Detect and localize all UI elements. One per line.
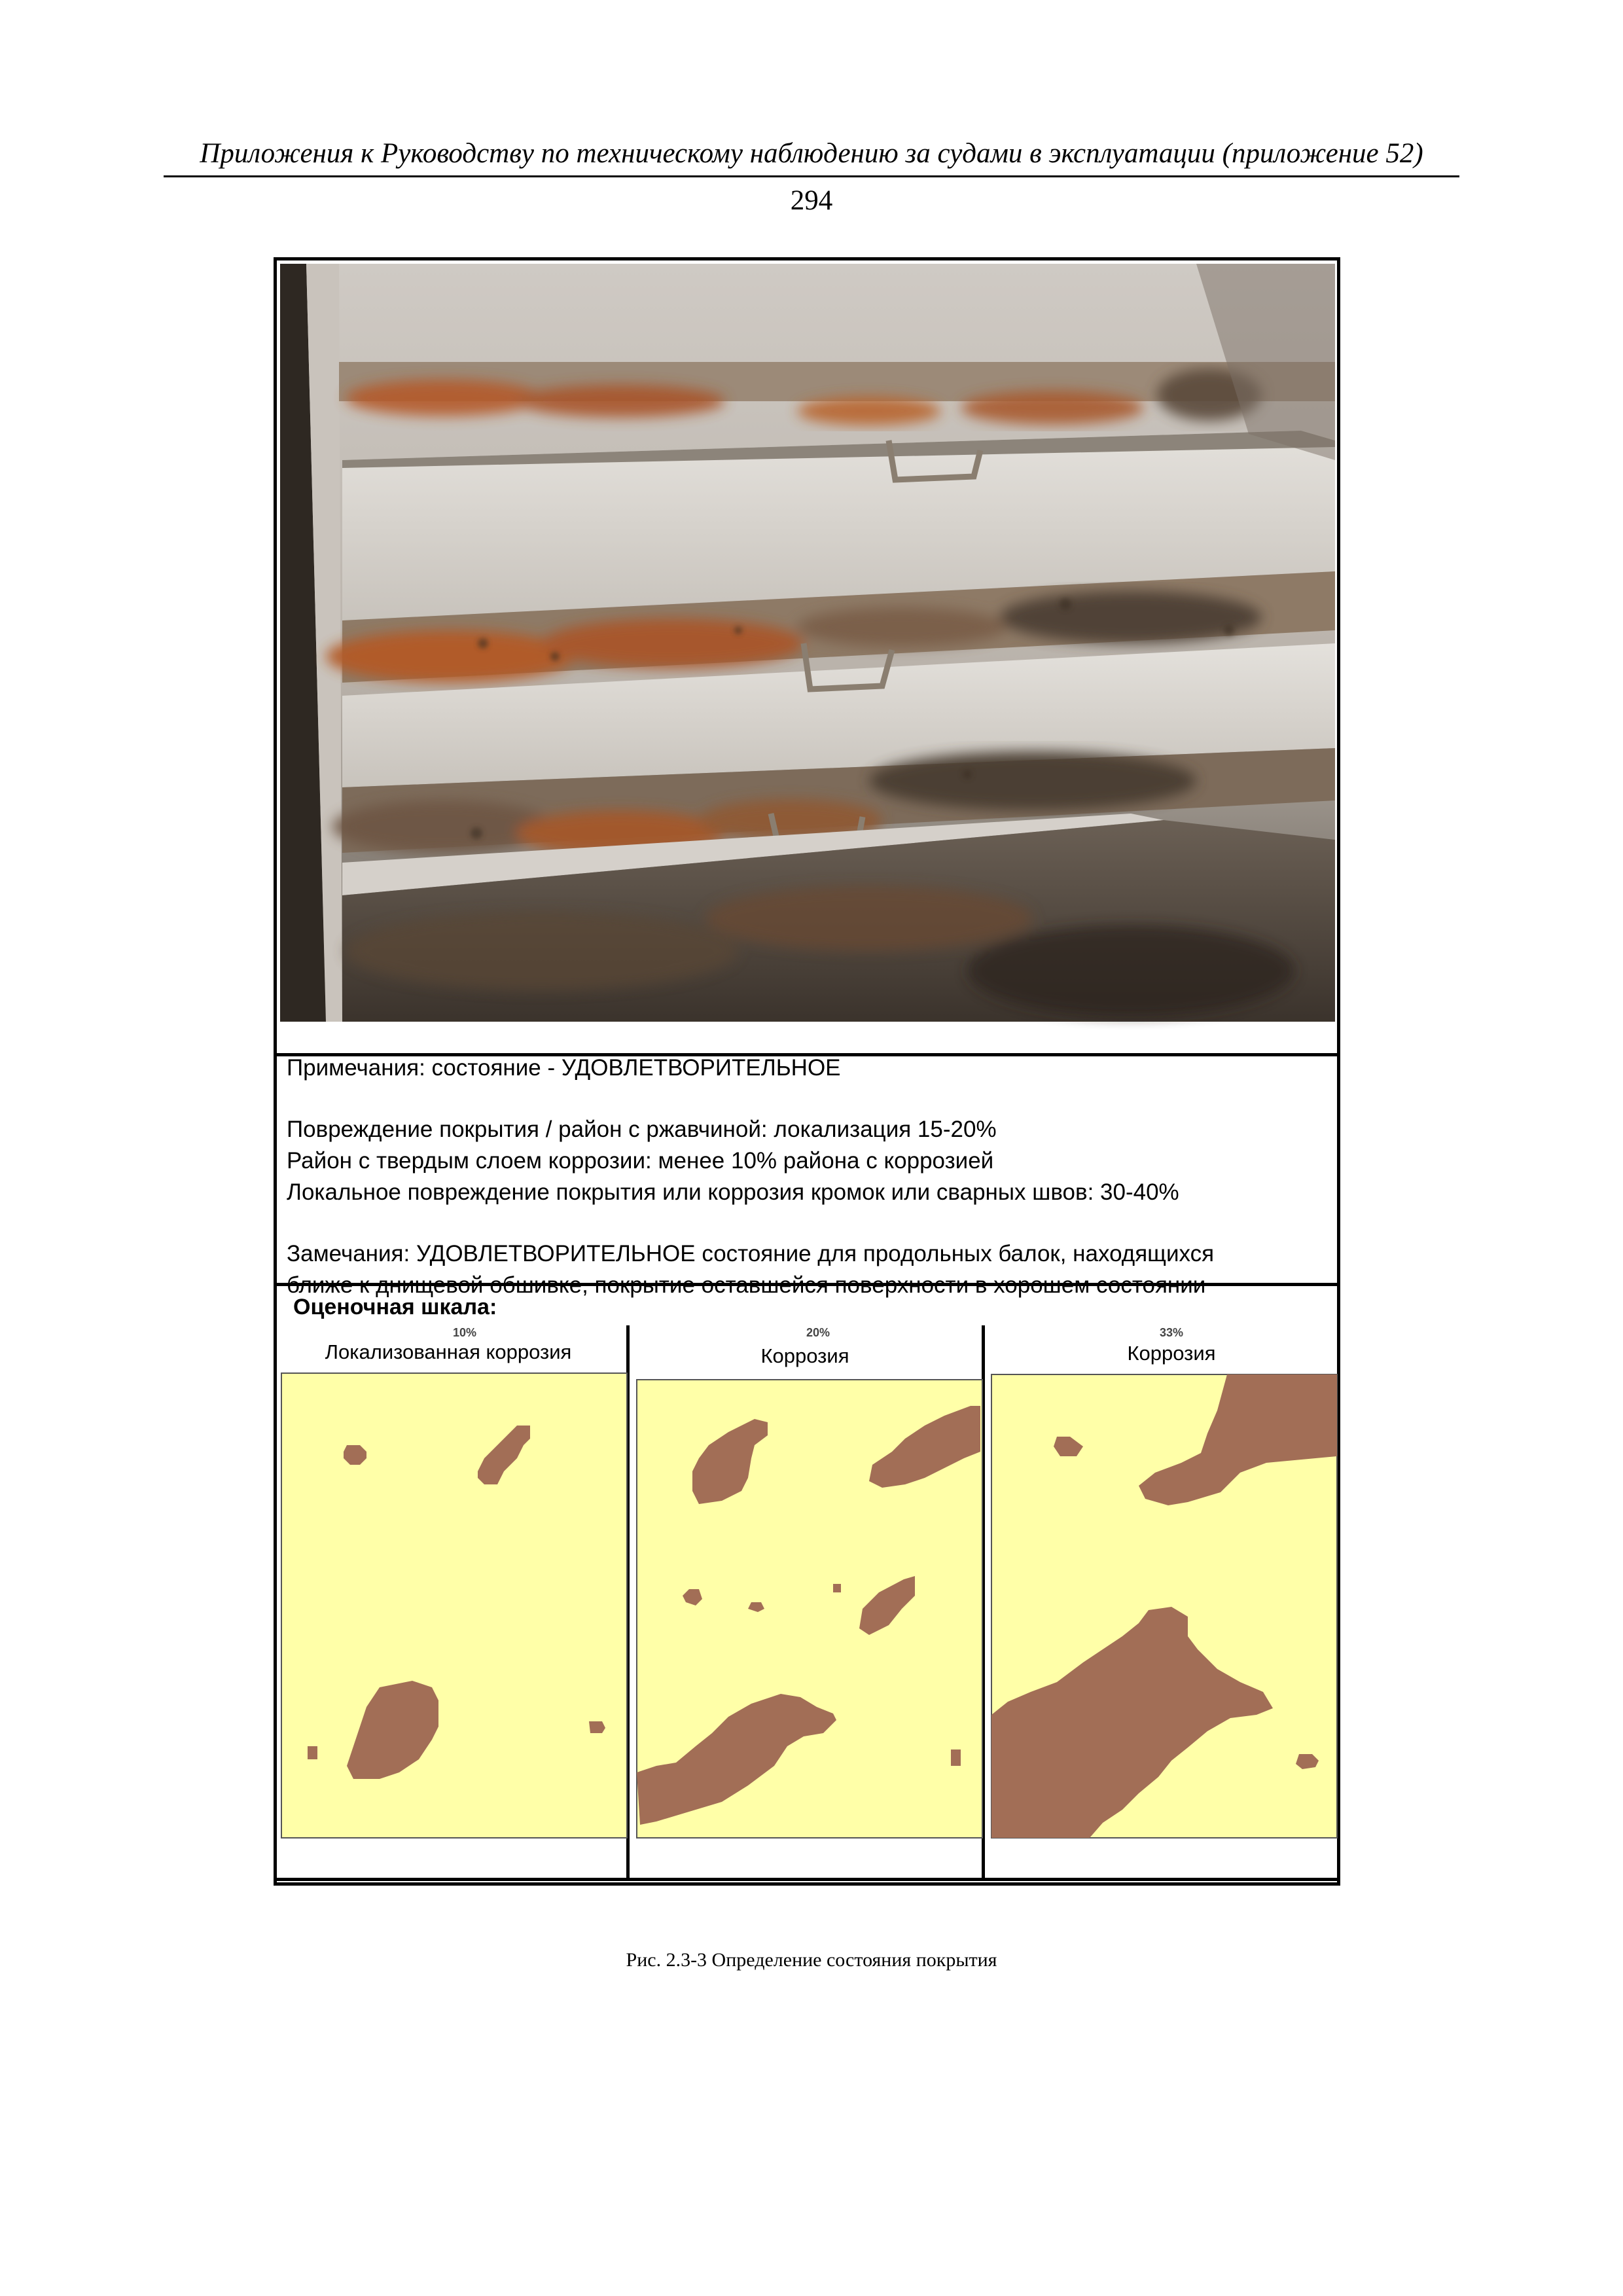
scale-title: Оценочная шкала: [293,1295,497,1319]
panel-3-label: Коррозия [1127,1342,1216,1365]
notes-section [275,1055,1335,1298]
panel-3-pattern [991,1374,1337,1838]
notes-state-line: Примечания: состояние - УДОВЛЕТВОРИТЕЛЬНОЕ [287,1055,841,1081]
panel-1-label: Локализованная коррозия [325,1340,572,1363]
header-rule [164,175,1459,177]
panel-2-pattern [637,1380,982,1838]
notes-local-damage-line: Локальное повреждение покрытия или коррозия кромок или сварных швов: 30-40% [287,1179,1179,1205]
running-header: Приложения к Руководству по техническому наблюдению за судами в эксплуатации (приложение 52) [200,138,1423,169]
figure-caption: Рис. 2.3-3 Определение состояния покрытия [626,1949,997,1971]
page-number: 294 [790,185,833,216]
corrosion-photo [280,264,1335,1022]
divider-bottom [274,1878,1340,1881]
notes-coating-damage-line: Повреждение покрытия / район с ржавчиной: локализация 15-20% [287,1117,997,1142]
notes-remarks-line-2: ближе к днищевой обшивке, покрытие оставшейся поверхности в хорошем состоянии [287,1272,1206,1298]
panel-2-percent: 20% [806,1326,830,1339]
panel-1-pattern [281,1373,627,1838]
notes-hard-scale-line: Район с твердым слоем коррозии: менее 10% района с коррозией [287,1148,994,1174]
panel-3-percent: 33% [1159,1326,1184,1339]
panel-1-percent: 10% [452,1326,477,1339]
panel-2-label: Коррозия [760,1344,849,1367]
notes-remarks-line: Замечания: УДОВЛЕТВОРИТЕЛЬНОЕ состояние для продольных балок, находящихся [287,1241,1215,1266]
